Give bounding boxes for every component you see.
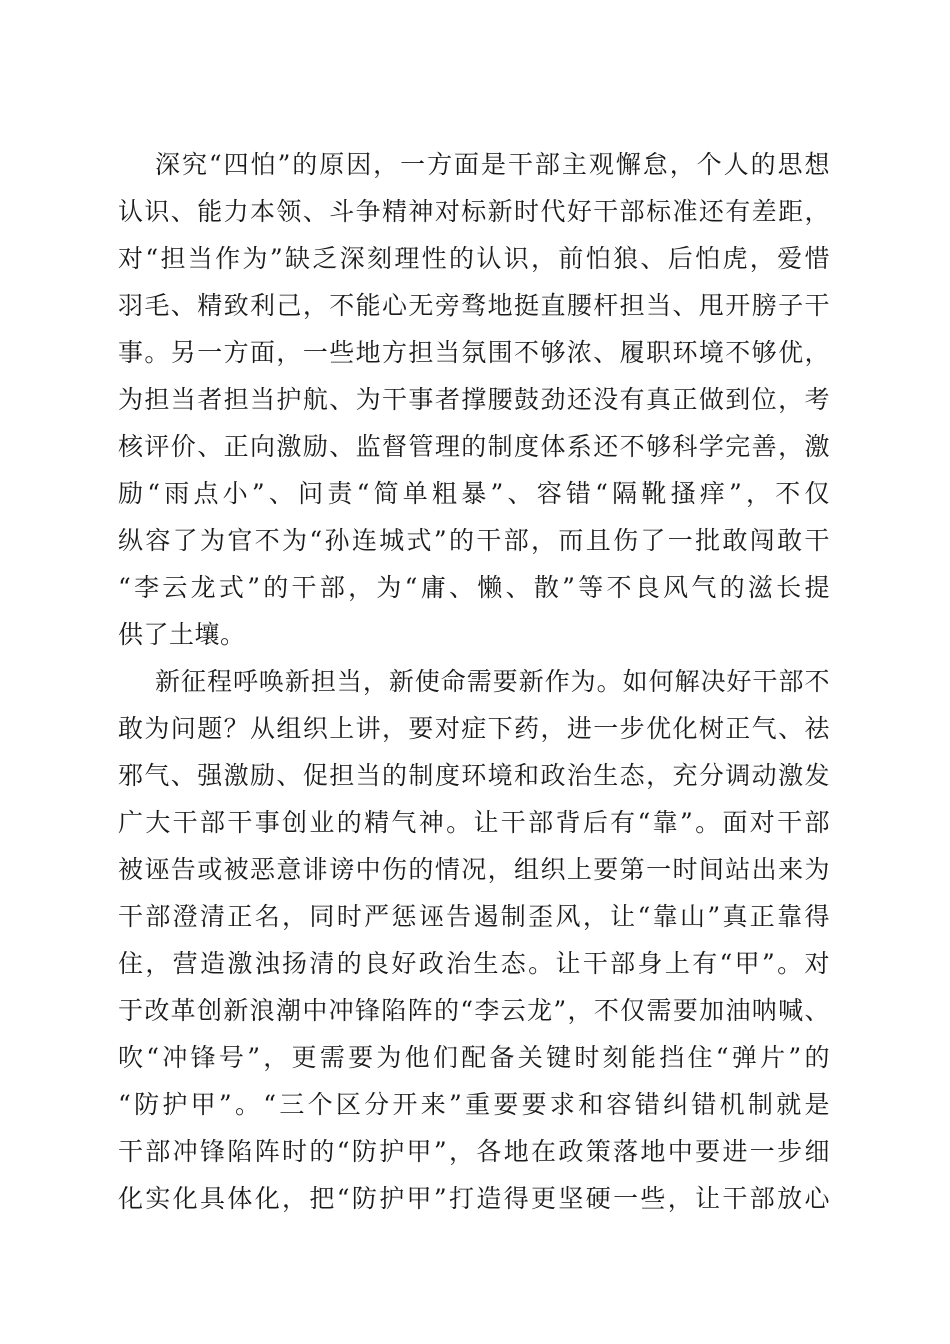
text-line: 认识、能力本领、斗争精神对标新时代好干部标准还有差距， xyxy=(118,197,830,226)
text-line: 邪气、强激励、促担当的制度环境和政治生态，充分调动激发 xyxy=(118,761,830,790)
paragraph-1 xyxy=(118,141,830,658)
text-line: 核评价、正向激励、监督管理的制度体系还不够科学完善，激 xyxy=(118,432,830,461)
text-line: 化实化具体化，把“防护甲”打造得更坚硬一些，让干部放心 xyxy=(118,1184,830,1213)
text-line: 广大干部干事创业的精气神。让干部背后有“靠”。面对干部 xyxy=(118,808,830,837)
text-line: 对“担当作为”缺乏深刻理性的认识，前怕狼、后怕虎，爱惜 xyxy=(118,244,830,273)
text-line: 被诬告或被恶意诽谤中伤的情况，组织上要第一时间站出来为 xyxy=(118,855,830,884)
text-line: “防护甲”。“三个区分开来”重要要求和容错纠错机制就是 xyxy=(118,1090,830,1119)
text-line: 供了土壤。 xyxy=(118,620,246,649)
text-line: 事。另一方面，一些地方担当氛围不够浓、履职环境不够优， xyxy=(118,338,830,367)
document-body xyxy=(118,141,830,1222)
text-line: 住，营造激浊扬清的良好政治生态。让干部身上有“甲”。对 xyxy=(118,949,830,978)
text-line: 励“雨点小”、问责“简单粗暴”、容错“隔靴搔痒”，不仅 xyxy=(118,479,830,508)
text-line: 新征程呼唤新担当，新使命需要新作为。如何解决好干部不 xyxy=(155,667,830,696)
text-line: 深究“四怕”的原因，一方面是干部主观懈怠，个人的思想 xyxy=(155,150,830,179)
text-line: 于改革创新浪潮中冲锋陷阵的“李云龙”，不仅需要加油呐喊、 xyxy=(118,996,830,1025)
paragraph-2 xyxy=(118,658,830,1222)
text-line: 纵容了为官不为“孙连城式”的干部，而且伤了一批敢闯敢干 xyxy=(118,526,830,555)
text-line: 干部澄清正名，同时严惩诬告遏制歪风，让“靠山”真正靠得 xyxy=(118,902,830,931)
text-line: 干部冲锋陷阵时的“防护甲”，各地在政策落地中要进一步细 xyxy=(118,1137,830,1166)
text-line: “李云龙式”的干部，为“庸、懒、散”等不良风气的滋长提 xyxy=(118,573,830,602)
text-line: 为担当者担当护航、为干事者撑腰鼓劲还没有真正做到位，考 xyxy=(118,385,830,414)
text-line: 敢为问题？从组织上讲，要对症下药，进一步优化树正气、祛 xyxy=(118,714,830,743)
text-line: 吹“冲锋号”，更需要为他们配备关键时刻能挡住“弹片”的 xyxy=(118,1043,830,1072)
text-line: 羽毛、精致利己，不能心无旁骛地挺直腰杆担当、甩开膀子干 xyxy=(118,291,830,320)
